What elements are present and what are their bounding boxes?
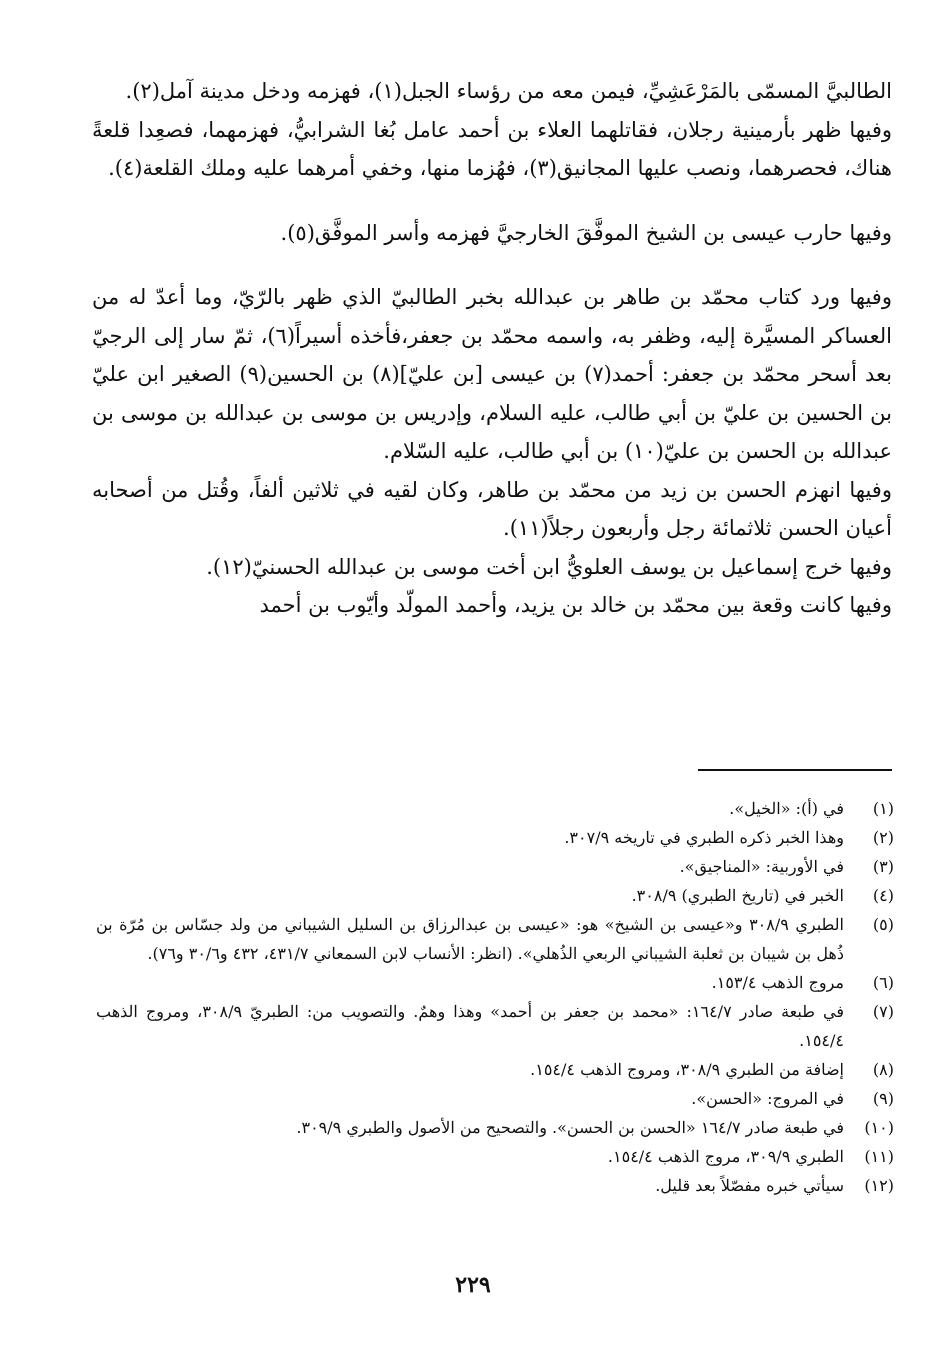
- paragraph-2: وفيها ظهر بأرمينية رجلان، فقاتلهما العلاء بن أحمد عامل بُغا الشرابيُّ، فهزمهما، فصعِدا قلعةً هناك، فحصرهما، ونصب عليها المجانيق(٣)، فهُزما منها، وخفي أمرهما عليه وملك القلعة(٤).: [92, 117, 892, 180]
- footnote: [96, 881, 894, 910]
- footnote-number: (٦): [872, 973, 894, 992]
- paragraph-5: وفيها انهزم الحسن بن زيد من محمّد بن طاهر، وكان لقيه في ثلاثين ألفاً، وقُتل من أصحابه أعيان الحسن ثلاثمائة رجل وأربعون رجلاً(١١).: [92, 477, 892, 540]
- footnote-number: (٥): [872, 915, 894, 934]
- footnote-text: سيأتي خبره مفصّلاً بعد قليل.: [655, 1176, 844, 1195]
- footnote: [96, 968, 894, 997]
- footnote: [96, 1084, 894, 1113]
- footnote-number: (١٠): [864, 1118, 894, 1137]
- footnote-text: في المروج: «الحسن».: [691, 1089, 844, 1108]
- footnote-text: في الأوربية: «المناجيق».: [679, 857, 844, 876]
- footnote: [96, 1055, 894, 1084]
- footnote: [96, 794, 894, 823]
- page-number: ٢٢٩: [455, 1272, 491, 1298]
- footnote: [96, 910, 894, 968]
- footnote-number: (٢): [872, 828, 894, 847]
- footnote: [96, 1142, 894, 1171]
- footnote-number: (٧): [872, 1002, 894, 1021]
- paragraph-3: وفيها حارب عيسى بن الشيخ الموفَّقَ الخارجيَّ فهزمه وأسر الموفَّق(٥).: [280, 220, 892, 245]
- footnote-number: (٨): [872, 1060, 894, 1079]
- footnote-number: (٩): [872, 1089, 894, 1108]
- paragraph-6: وفيها خرج إسماعيل بن يوسف العلويُّ ابن أخت موسى بن عبدالله الحسنيّ(١٢).: [206, 554, 892, 579]
- footnote-text: الخبر في (تاريخ الطبري) ٣٠٨/٩.: [631, 886, 844, 905]
- footnote-divider: [698, 769, 892, 771]
- paragraph-1: الطالبيَّ المسمّى بالمَرْعَشِيِّ، فيمن معه من رؤساء الجبل(١)، فهزمه ودخل مدينة آمل(٢).: [125, 79, 892, 103]
- main-text: [92, 72, 892, 625]
- footnote-text: في طبعة صادر ١٦٤/٧ «الحسن بن الحسن». والتصحيح من الأصول والطبري ٣٠٩/٩.: [296, 1118, 844, 1137]
- footnote: [96, 852, 894, 881]
- footnote: [96, 1171, 894, 1200]
- footnote-text: في (أ): «الخيل».: [729, 799, 844, 818]
- footnote-number: (٣): [872, 857, 894, 876]
- footnote-text: وهذا الخبر ذكره الطبري في تاريخه ٣٠٧/٩.: [564, 828, 844, 847]
- footnote-text: في طبعة صادر ١٦٤/٧: «محمد بن جعفر بن أحمد» وهذا وهمٌ. والتصويب من: الطبريّ ٣٠٨/٩، ومروج الذهب ١٥٤/٤.: [96, 1002, 844, 1050]
- paragraph-7: وفيها كانت وقعة بين محمّد بن خالد بن يزيد، وأحمد المولّد وأيّوب بن أحمد: [259, 593, 892, 617]
- footnote-text: الطبري ٣٠٩/٩، مروج الذهب ١٥٤/٤.: [607, 1147, 844, 1166]
- footnote-number: (١): [872, 799, 894, 818]
- footnote: [96, 823, 894, 852]
- footnote-text: مروج الذهب ١٥٣/٤.: [711, 973, 844, 992]
- footnote-text: الطبري ٣٠٨/٩ و«عيسى بن الشيخ» هو: «عيسى بن عبدالرزاق بن السليل الشيباني من ولد جسّاس بن مُرّة بن ذُهل بن شيبان بن ثعلبة الشيباني الربعي الذُهلي». (انظر: الأنساب لابن السمعاني ٤٣١/٧، ٤٣٢ و٣٠/٦ و٧٦).: [96, 915, 844, 963]
- paragraph-4: وفيها ورد كتاب محمّد بن طاهر بن عبدالله بخبر الطالبيّ الذي ظهر بالرّيّ، وما أعدّ له من العساكر المسيَّرة إليه، وظفر به، واسمه محمّد بن جعفر،فأخذه أسيراً(٦)، ثمّ سار إلى الرجيّ بعد أسحر محمّد بن جعفر: أحمد(٧) بن عيسى [بن عليّ](٨) بن الحسين(٩) الصغير ابن عليّ بن الحسين بن عليّ بن أبي طالب، عليه السلام، وإدريس بن موسى بن عبدالله بن موسى بن عبدالله بن الحسن بن عليّ(١٠) بن أبي طالب، عليه السّلام.: [92, 285, 892, 463]
- footnote: [96, 1113, 894, 1142]
- footnote-number: (١٢): [864, 1176, 894, 1195]
- footnote-number: (١١): [864, 1147, 894, 1166]
- footnote: [96, 997, 894, 1055]
- footnote-number: (٤): [872, 886, 894, 905]
- footnotes: [96, 794, 894, 1200]
- footnote-text: إضافة من الطبري ٣٠٨/٩، ومروج الذهب ١٥٤/٤.: [530, 1060, 844, 1079]
